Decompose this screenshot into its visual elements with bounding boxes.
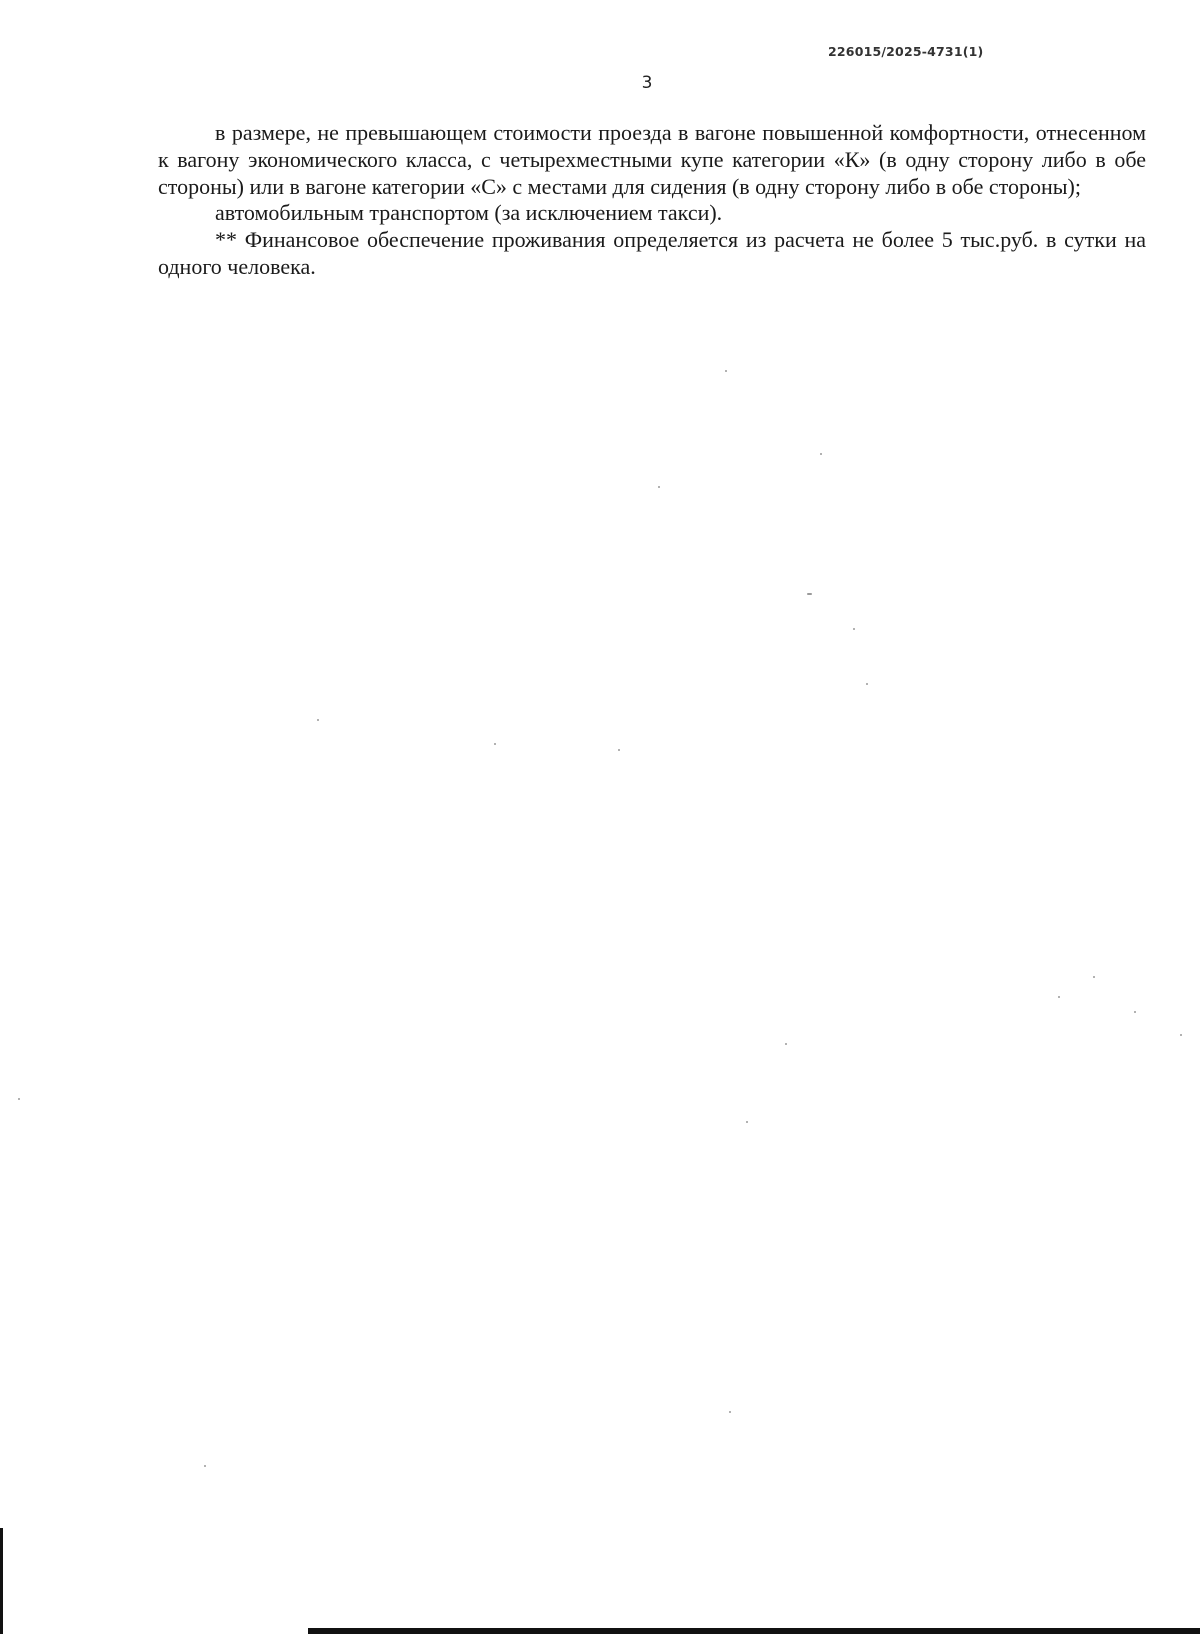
scan-speck — [658, 486, 660, 488]
document-registration-number: 226015/2025-4731(1) — [828, 44, 984, 59]
scan-speck — [853, 628, 855, 630]
scan-speck — [1058, 996, 1060, 998]
scan-speck — [18, 1098, 20, 1100]
page-number: 3 — [641, 73, 653, 93]
scan-edge-bottom — [308, 1628, 1200, 1634]
paragraph-road-transport: автомобильным транспортом (за исключением такси). — [215, 200, 723, 226]
scan-edge-left — [0, 1528, 3, 1634]
scan-speck — [807, 593, 812, 595]
paragraph-travel-cost: в размере, не превышающем стоимости проезда в вагоне повышенной комфортности, отнесенном к вагону экономического класса, с четырехместными купе категории «К» (в одну сторону либо в обе стороны) или в вагоне категории «С» с местами для сидения (в одну сторону либо в обе стороны); — [158, 120, 1146, 199]
scan-speck — [1134, 1011, 1136, 1013]
scan-speck — [866, 683, 868, 685]
scan-speck — [1180, 1034, 1182, 1036]
scan-speck — [494, 743, 496, 745]
scan-speck — [1093, 976, 1095, 978]
scan-speck — [725, 370, 727, 372]
scan-speck — [317, 719, 319, 721]
scan-speck — [785, 1043, 787, 1045]
scan-speck — [618, 749, 620, 751]
document-body — [158, 120, 1146, 281]
scan-speck — [820, 453, 822, 455]
scan-speck — [746, 1121, 748, 1123]
paragraph-accommodation-footnote: ** Финансовое обеспечение проживания определяется из расчета не более 5 тыс.руб. в сутки на одного человека. — [158, 227, 1146, 279]
scan-speck — [729, 1411, 731, 1413]
scan-speck — [204, 1465, 206, 1467]
